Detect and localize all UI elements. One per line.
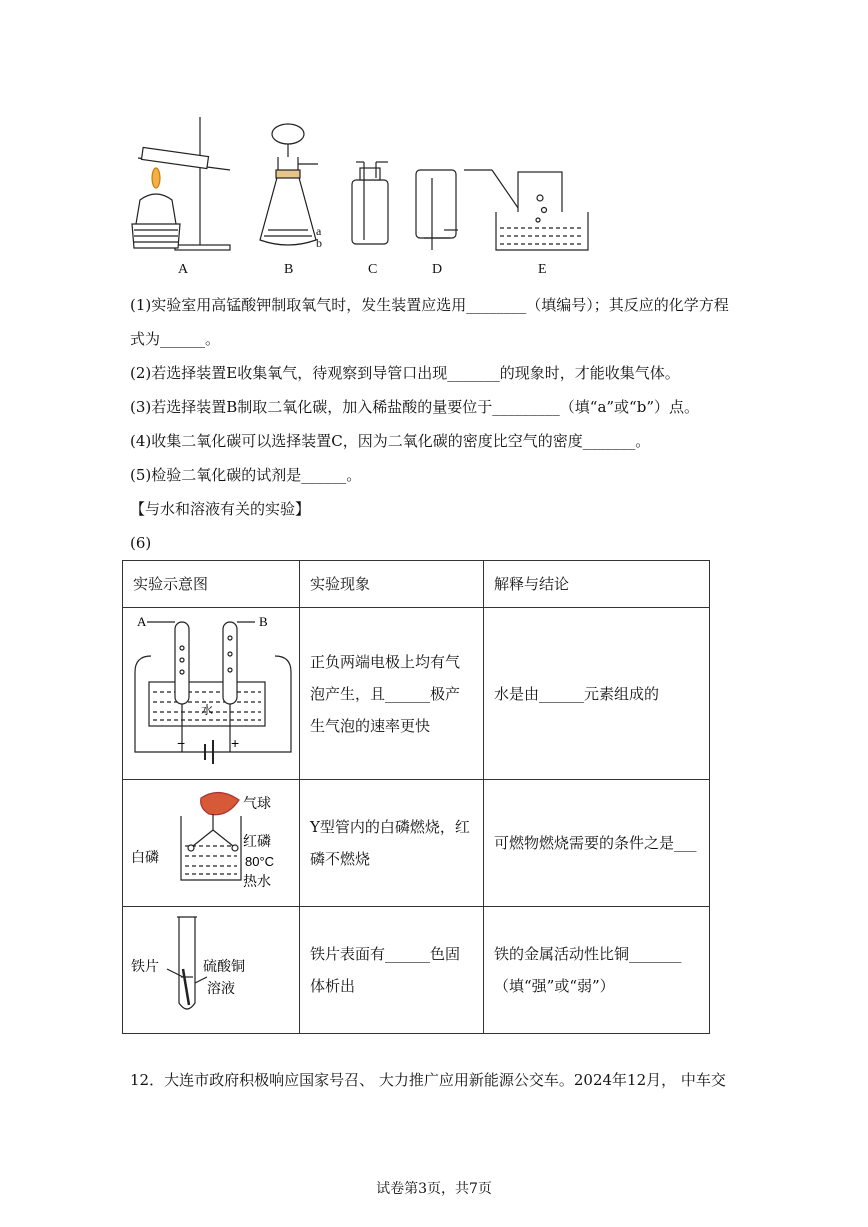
apparatus-b (260, 124, 318, 245)
combustion-label-white-p: 白磷 (131, 850, 159, 866)
question-1-line-1: (1)实验室用高锰酸钾制取氧气时，发生装置应选用________（填编号）；其反应的化学方程 (130, 296, 729, 314)
electrolysis-conclusion: 水是由______元素组成的 (484, 608, 710, 780)
metal-label-solution-1: 硫酸铜 (203, 959, 245, 975)
metal-diagram (123, 907, 300, 1034)
table-header-conclusion: 解释与结论 (484, 561, 710, 608)
apparatus-c (352, 162, 388, 244)
apparatus-label-b: B (284, 262, 294, 277)
table-header-row (123, 561, 710, 608)
electrolysis-label-water: 水 (201, 703, 214, 717)
combustion-label-balloon: 气球 (243, 796, 271, 812)
apparatus-e (464, 170, 588, 250)
electrolysis-plus: + (231, 735, 240, 751)
question-2: (2)若选择装置E收集氧气，待观察到导管口出现_______的现象时，才能收集气体。 (130, 364, 680, 382)
electrolysis-label-a: A (137, 614, 147, 629)
metal-conclusion-line-2: （填“强”或“弱”） (494, 977, 615, 995)
experiment-table (122, 560, 710, 1034)
question-6-label: (6) (130, 534, 152, 552)
combustion-conclusion: 可燃物燃烧需要的条件之是___ (484, 780, 710, 907)
combustion-diagram (123, 780, 300, 907)
apparatus-label-d: D (432, 262, 443, 277)
combustion-label-hot-water: 热水 (243, 874, 271, 890)
metal-label-iron: 铁片 (131, 959, 159, 975)
apparatus-mark-a: a (316, 224, 322, 238)
question-4: (4)收集二氧化碳可以选择装置C，因为二氧化碳的密度比空气的密度_______。 (130, 432, 651, 450)
electrolysis-diagram (123, 608, 300, 780)
question-1-line-2: 式为______。 (130, 330, 221, 348)
apparatus-d (416, 170, 458, 250)
table-header-diagram: 实验示意图 (123, 561, 300, 608)
page-footer: 试卷第3页，共7页 (376, 1181, 492, 1197)
electrolysis-minus: − (177, 735, 186, 751)
electrolysis-label-b: B (259, 614, 268, 629)
metal-apparatus (123, 907, 300, 1033)
metal-conclusion (484, 907, 710, 1034)
apparatus-label-e: E (538, 262, 547, 277)
table-row (123, 780, 710, 907)
apparatus-a (132, 117, 230, 250)
question-12: 12．大连市政府积极响应国家号召、 大力推广应用新能源公交车。2024年12月， 中车交 (130, 1071, 726, 1089)
question-5: (5)检验二氧化碳的试剂是______。 (130, 466, 362, 484)
apparatus-mark-b: b (316, 236, 322, 250)
table-row (123, 907, 710, 1034)
metal-phenomenon: 铁片表面有______色固体析出 (300, 907, 484, 1034)
apparatus-label-a: A (178, 262, 189, 277)
section-title: 【与水和溶液有关的实验】 (130, 500, 311, 518)
apparatus-drawings (120, 112, 640, 262)
combustion-phenomenon: Y型管内的白磷燃烧，红磷不燃烧 (300, 780, 484, 907)
metal-label-solution-2: 溶液 (207, 981, 235, 997)
table-row (123, 608, 710, 780)
table-header-phenomenon: 实验现象 (300, 561, 484, 608)
combustion-apparatus (123, 780, 300, 906)
question-3: (3)若选择装置B制取二氧化碳，加入稀盐酸的量要位于_________（填“a”或“b”）点。 (130, 398, 699, 416)
apparatus-figure (120, 112, 640, 282)
combustion-label-temp: 80°C (245, 854, 275, 869)
apparatus-label-c: C (368, 262, 378, 277)
combustion-label-red-p: 红磷 (243, 834, 271, 850)
electrolysis-phenomenon: 正负两端电极上均有气泡产生，且______极产生气泡的速率更快 (300, 608, 484, 780)
metal-conclusion-line-1: 铁的金属活动性比铜_______ (494, 945, 682, 963)
electrolysis-apparatus (123, 608, 300, 779)
